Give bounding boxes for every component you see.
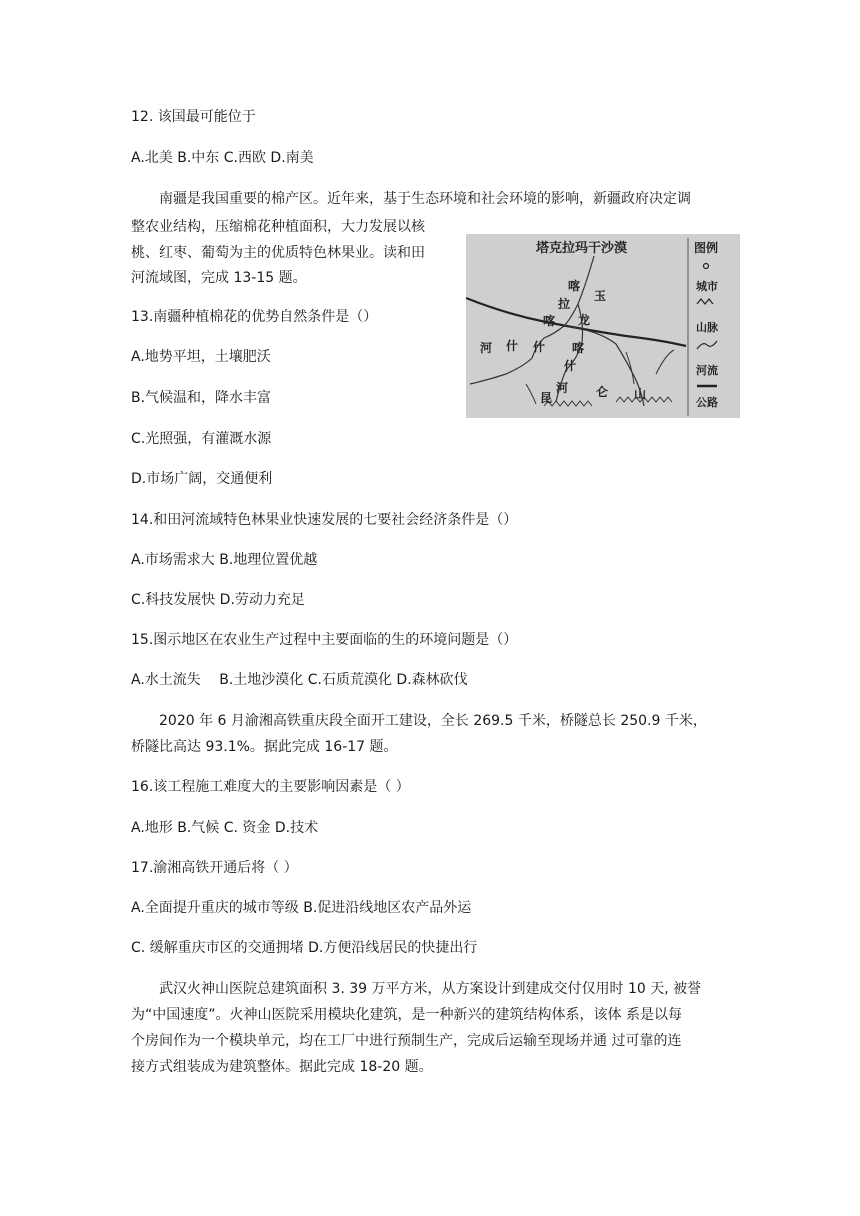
intro-13-line-3: 桃、红枣、葡萄为主的优质特色林果业。读和田 (131, 245, 425, 261)
legend-city-icon (704, 264, 709, 269)
intro-18-line-1: 武汉火神山医院总建筑面积 3. 39 万平方米，从方案设计到建成交付仅用时 10 天, 被誉 (159, 981, 702, 997)
intro-18-line-2: 为“中国速度”。火神山医院采用模块化建筑，是一种新兴的建筑结构体系，该体 系是以每 (131, 1007, 682, 1023)
legend-river-label: 河流 (696, 364, 718, 377)
intro-13-line-4: 河流域图，完成 13-15 题。 (131, 270, 307, 286)
question-13-option-b: B.气候温和，降水丰富 (131, 390, 272, 406)
intro-13-line-1: 南疆是我国重要的棉产区。近年来，基于生态环境和社会环境的影响，新疆政府决定调 (159, 191, 691, 207)
question-15-options: A.水土流失 B.土地沙漠化 C.石质荒漠化 D.森林砍伐 (131, 672, 468, 688)
question-12-stem: 12. 该国最可能位于 (131, 109, 256, 125)
question-14-options-ab: A.市场需求大 B.地理位置优越 (131, 552, 318, 568)
question-14-stem: 14.和田河流域特色林果业快速发展的七要社会经济条件是（） (131, 512, 518, 528)
legend-river-icon (697, 341, 717, 349)
map-road (466, 298, 686, 346)
intro-16-line-2: 桥隧比高达 93.1%。据此完成 16-17 题。 (131, 739, 398, 755)
map-label-kun: 昆 (540, 391, 553, 405)
legend-road-label: 公路 (696, 396, 718, 409)
question-16-stem: 16.该工程施工难度大的主要影响因素是（ ） (131, 779, 410, 795)
question-17-options-ab: A.全面提升重庆的城市等级 B.促进沿线地区农产品外运 (131, 900, 472, 916)
map-label-ka-2: 喀 (543, 314, 556, 328)
question-13-option-a: A.地势平坦，土壤肥沃 (131, 349, 271, 365)
map-svg (466, 234, 740, 418)
map-river-branch-3 (526, 384, 536, 404)
intro-18-line-4: 接方式组装成为建筑整体。据此完成 18-20 题。 (131, 1059, 433, 1075)
intro-18-line-3: 个房间作为一个模块单元，均在工厂中进行预制生产，完成后运输至现场并通 过可靠的连 (131, 1033, 682, 1049)
intro-13-line-2: 整农业结构，压缩棉花种植面积，大力发展以核 (131, 219, 425, 235)
map-label-yu: 玉 (594, 289, 607, 303)
intro-16-line-1: 2020 年 6 月渝湘高铁重庆段全面开工建设，全长 269.5 千米，桥隧总长 250.9 千米， (159, 713, 707, 729)
question-16-options: A.地形 B.气候 C. 资金 D.技术 (131, 820, 319, 836)
question-13-stem: 13.南疆种植棉花的优势自然条件是（） (131, 309, 378, 325)
map-label-la: 拉 (558, 297, 571, 311)
question-13-option-d: D.市场广阔，交通便利 (131, 471, 273, 487)
map-label-west-he: 河 (480, 341, 493, 355)
legend-mountain-icon (697, 299, 713, 304)
map-label-ka-1: 喀 (568, 279, 581, 293)
question-17-stem: 17.渝湘高铁开通后将（ ） (131, 860, 298, 876)
question-13-option-c: C.光照强，有灌溉水源 (131, 431, 272, 447)
question-15-stem: 15.图示地区在农业生产过程中主要面临的生的环境问题是（） (131, 632, 518, 648)
hotan-river-basin-map (466, 234, 740, 418)
map-label-ka-3: 喀 (572, 341, 585, 355)
legend-mountain-label: 山脉 (696, 321, 718, 334)
map-label-shi-2: 什 (564, 359, 577, 373)
legend-title: 图例 (694, 241, 719, 255)
question-17-options-cd: C. 缓解重庆市区的交通拥堵 D.方便沿线居民的快捷出行 (131, 940, 478, 956)
map-river-branch-2 (656, 350, 674, 374)
map-label-long: 龙 (578, 313, 591, 327)
question-14-options-cd: C.科技发展快 D.劳动力充足 (131, 592, 305, 608)
map-label-shan: 山 (634, 387, 647, 401)
map-label-shi-1: 什 (533, 340, 546, 354)
legend-city-label: 城市 (696, 280, 718, 293)
map-desert-label: 塔克拉玛干沙漠 (536, 241, 628, 256)
map-label-west-shi: 什 (506, 339, 519, 353)
map-label-he-1: 河 (556, 381, 569, 395)
question-12-options: A.北美 B.中东 C.西欧 D.南美 (131, 150, 314, 166)
map-label-lun: 仑 (596, 385, 609, 399)
